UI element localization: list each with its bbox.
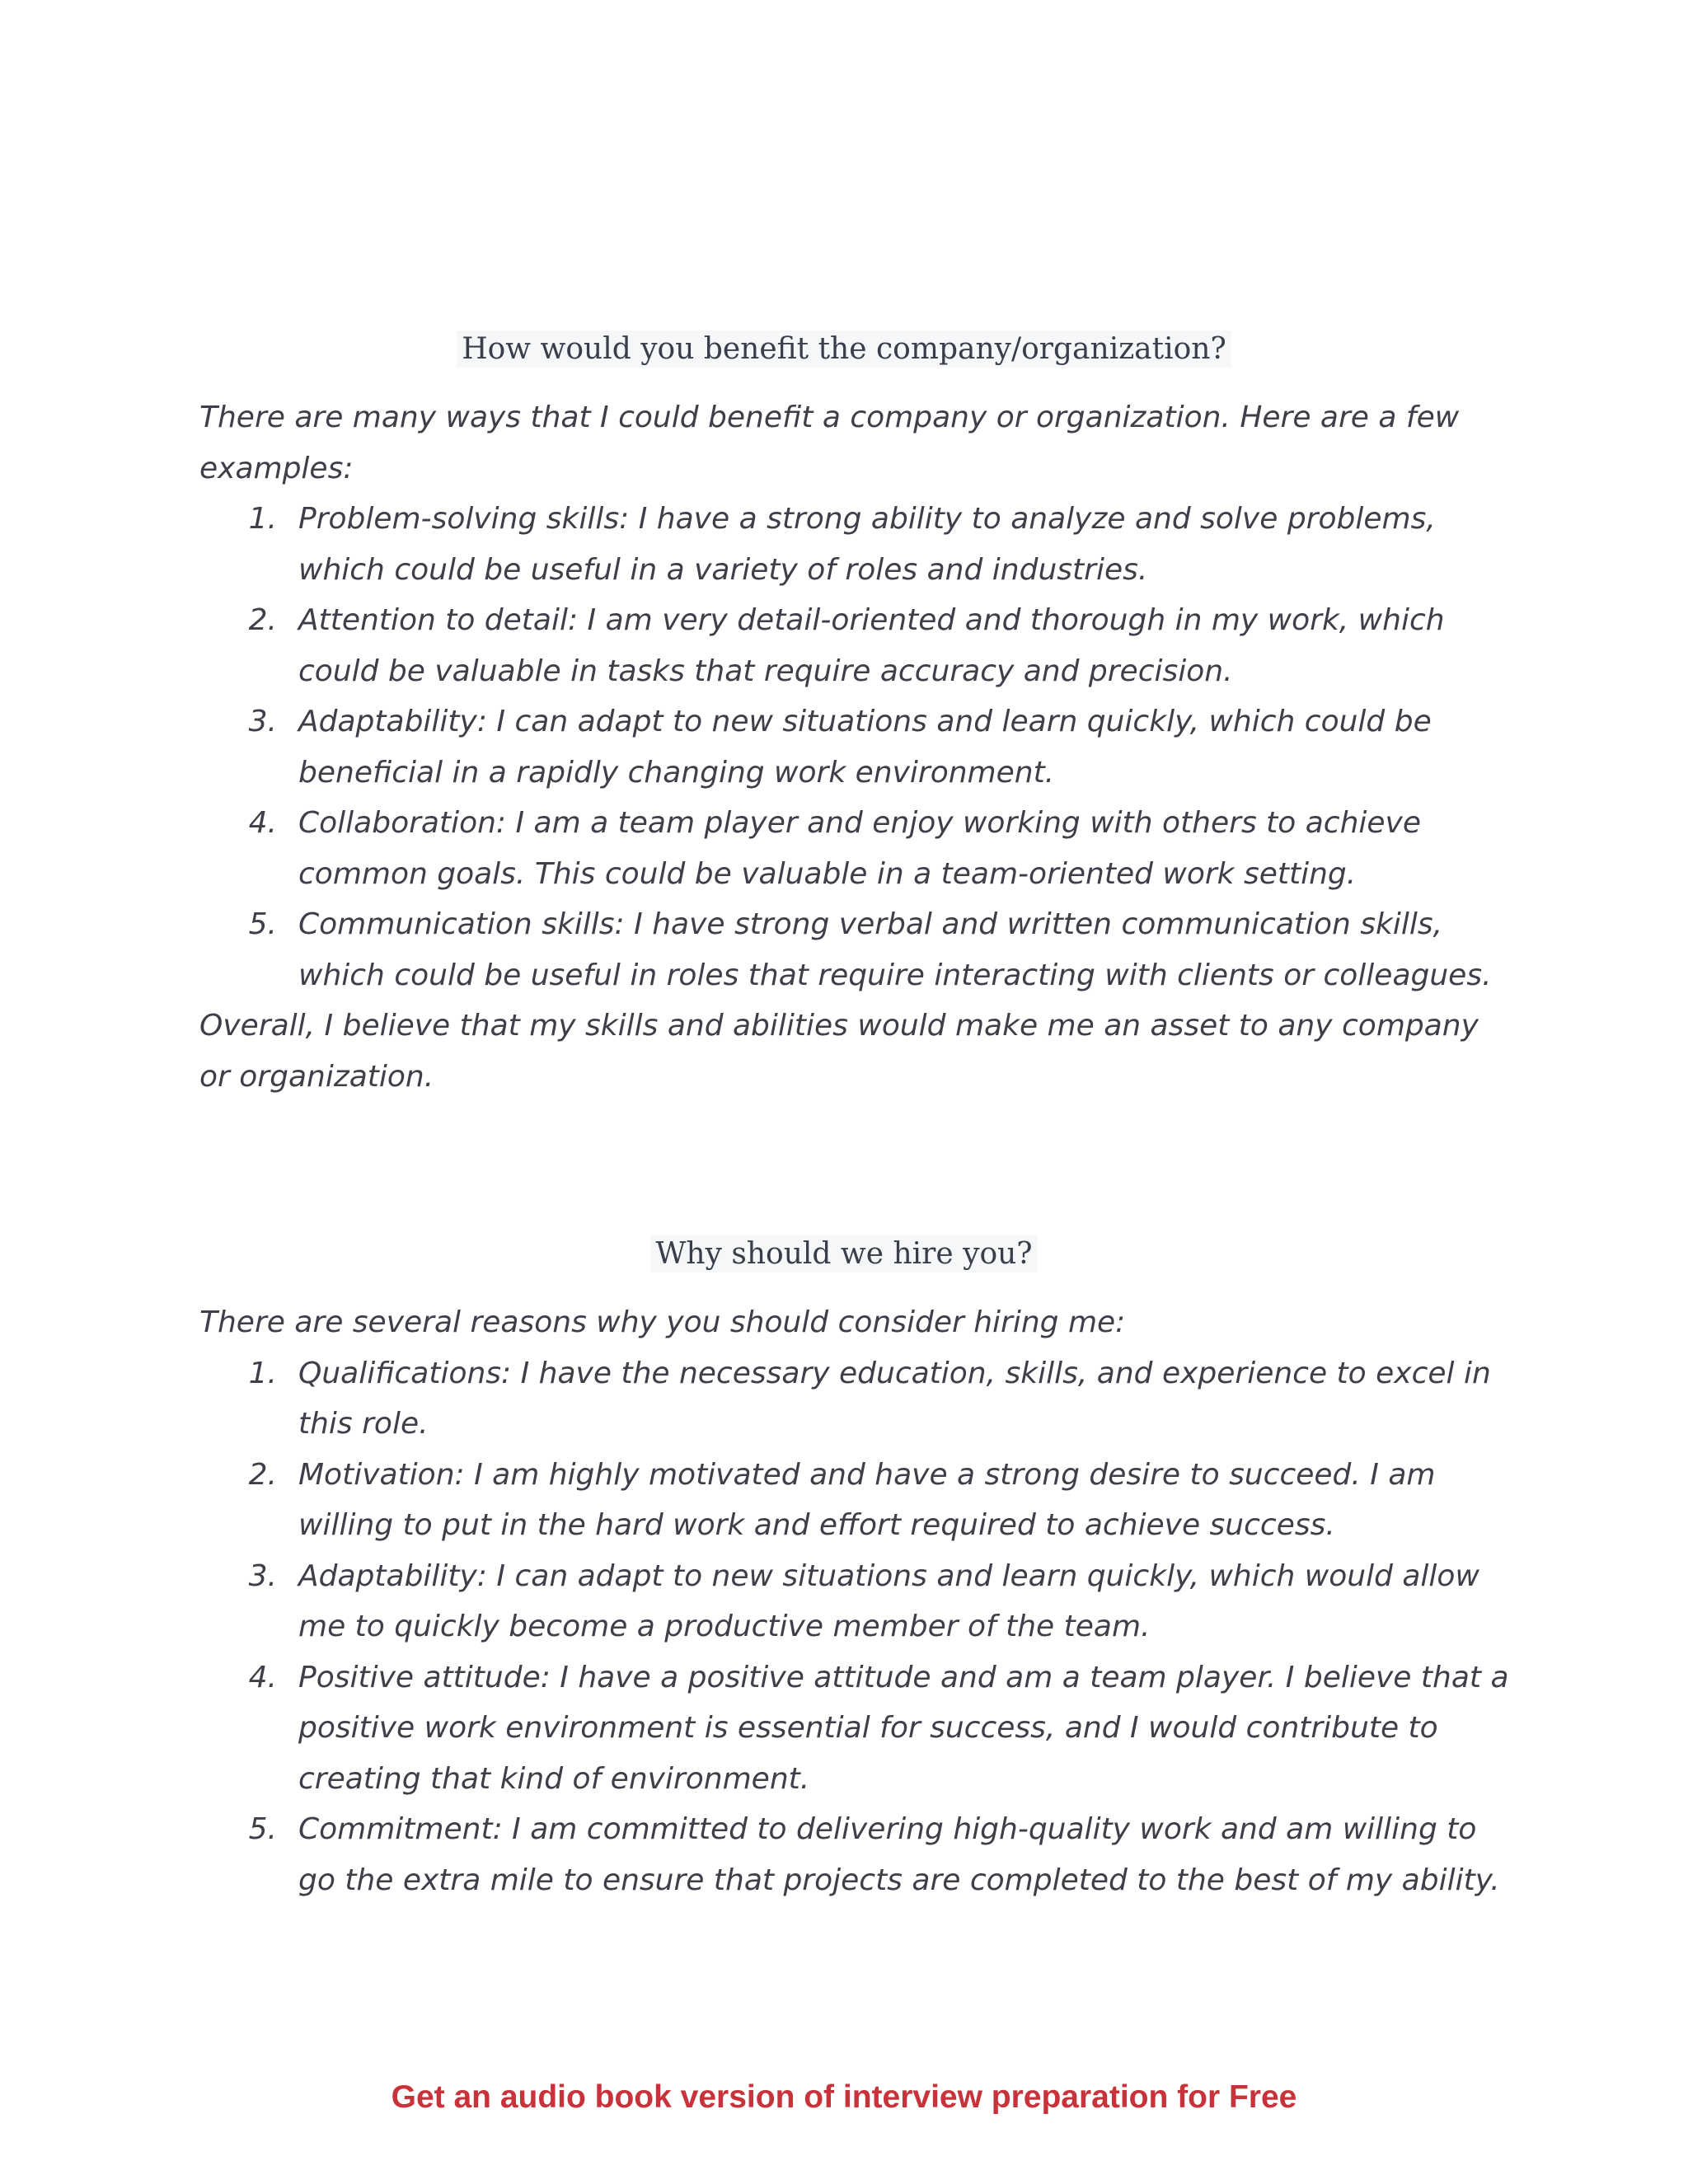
list-item-text: Motivation: I am highly motivated and have a strong desire to succeed. I am willing to put in the hard work and effort required to achieve success.: [298, 1457, 1436, 1542]
list-item: [199, 1804, 1518, 1905]
list-item-number: 1.: [248, 1356, 277, 1390]
list-item-number: 5.: [248, 907, 277, 941]
list-item: [199, 1450, 1518, 1551]
list-item-number: 1.: [248, 502, 277, 536]
numbered-list: [199, 494, 1518, 1001]
list-item-number: 3.: [248, 705, 277, 738]
list-item-number: 4.: [248, 1660, 277, 1694]
list-item-number: 4.: [248, 806, 277, 840]
list-item: [199, 696, 1518, 798]
list-item: [199, 798, 1518, 899]
list-item-number: 5.: [248, 1812, 277, 1846]
audio-book-link[interactable]: Get an audio book version of interview preparation for Free: [391, 2079, 1297, 2115]
list-item: [199, 1348, 1518, 1450]
intro-paragraph: There are several reasons why you should consider hiring me:: [199, 1305, 1126, 1339]
outro-paragraph: Overall, I believe that my skills and abilities would make me an asset to any company or organization.: [199, 1009, 1479, 1094]
list-item: [199, 1652, 1518, 1805]
numbered-list: [199, 1348, 1518, 1906]
list-item-number: 2.: [248, 1457, 277, 1492]
section-heading: [0, 1235, 1688, 1274]
list-item-text: Commitment: I am committed to delivering high-quality work and am willing to go the extra mile to ensure that projects are completed to the best of my ability.: [298, 1812, 1500, 1897]
list-item: [199, 1551, 1518, 1652]
list-item-text: Adaptability: I can adapt to new situations and learn quickly, which could be beneficial in a rapidly changing work environment.: [298, 705, 1432, 790]
list-item-text: Adaptability: I can adapt to new situations and learn quickly, which would allow me to quickly become a productive member of the team.: [298, 1558, 1479, 1643]
intro-paragraph: There are many ways that I could benefit a company or organization. Here are a few examples:: [199, 401, 1460, 485]
section-heading-text: How would you benefit the company/organization?: [457, 330, 1231, 368]
list-item-text: Attention to detail: I am very detail-oriented and thorough in my work, which could be valuable in tasks that require accuracy and precision.: [298, 603, 1445, 688]
list-item: [199, 899, 1518, 1001]
list-item-number: 2.: [248, 603, 277, 637]
list-item-text: Qualifications: I have the necessary education, skills, and experience to excel in this role.: [298, 1356, 1491, 1441]
section-heading: [0, 330, 1688, 369]
list-item: [199, 494, 1518, 595]
section-body: [199, 1297, 1518, 1905]
section-heading-text: Why should we hire you?: [650, 1235, 1037, 1272]
list-item-number: 3.: [248, 1558, 277, 1593]
section-body: [199, 392, 1518, 1102]
list-item-text: Problem-solving skills: I have a strong ability to analyze and solve problems, which could be useful in a variety of roles and industries.: [298, 502, 1436, 587]
list-item-text: Positive attitude: I have a positive attitude and am a team player. I believe that a positive work environment is essential for success, and I would contribute to creating that kind of environment.: [298, 1660, 1509, 1796]
list-item-text: Collaboration: I am a team player and enjoy working with others to achieve common goals. This could be valuable in a team-oriented work setting.: [298, 806, 1422, 891]
list-item: [199, 595, 1518, 696]
list-item-text: Communication skills: I have strong verbal and written communication skills, which could be useful in roles that require interacting with clients or colleagues.: [298, 907, 1492, 992]
